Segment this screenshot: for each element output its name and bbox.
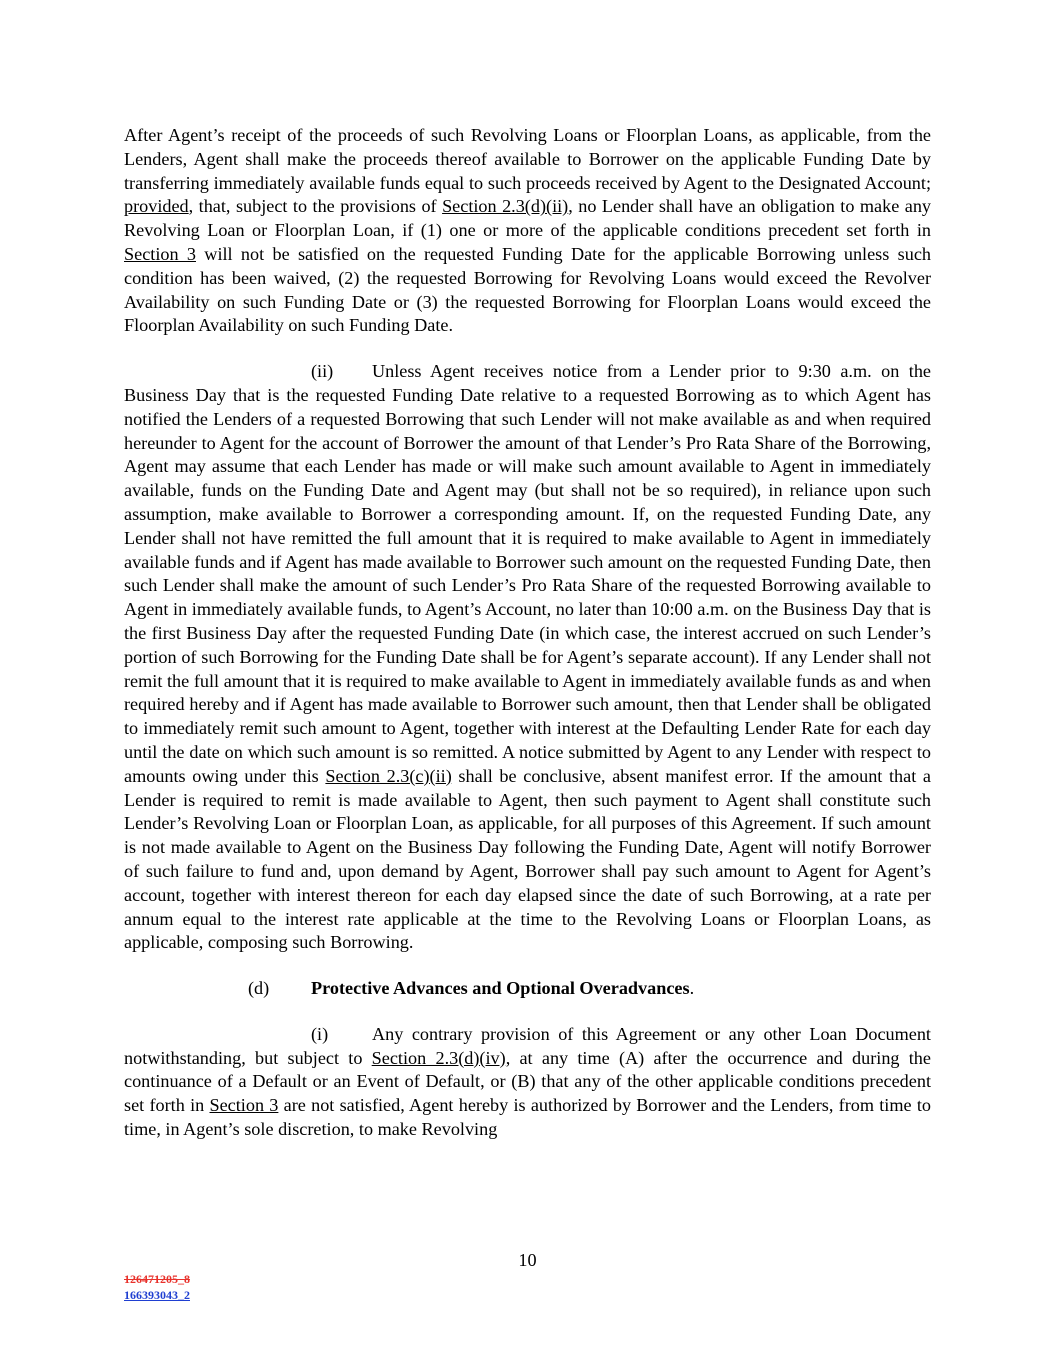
paragraph-text: are not satisfied, Agent hereby is authorized by Borrower and the Lenders, from time to time, in Agent’s sole discretion, to make Revolving [124, 1095, 931, 1140]
clause-number-d: (d) [248, 978, 270, 999]
section-reference-3: Section 3 [124, 243, 196, 264]
paragraph-text: , at any time (A) after the occurrence and during the continuance of a Default or an Event of Default, or (B) that any of the other applicable conditions precedent set forth in [124, 1047, 931, 1116]
paragraph-text: will not be satisfied on the requested Funding Date for the applicable Borrowing unless such condition has been waived, (2) the requested Borrowing for Revolving Loans would exceed the Revolver Availability on such Funding Date or (3) the requested Borrowing for Floorplan Loans would exceed the Floorplan Availability on such Funding Date. [124, 243, 931, 336]
paragraph-text: , that, subject to the provisions of [188, 196, 443, 217]
provided-term: provided [124, 196, 189, 217]
document-id-inserted: 166393043_2 [124, 1288, 190, 1302]
paragraph-text: , no Lender shall have an obligation to make any Revolving Loan or Floorplan Loan, if (1) one or more of the applicable conditions precedent set forth in [124, 196, 932, 241]
paragraph-ii-lender-notice [124, 360, 931, 955]
document-body [124, 124, 931, 1142]
clause-number-ii: (ii) [311, 361, 334, 382]
paragraph-text: Unless Agent receives notice from a Lender prior to 9:30 a.m. on the Business Day that is the requested Funding Date relative to a requested Borrowing as to which Agent has notified the Lenders of a requested Borrowing that such Lender will not make available as and when required hereunder to Agent for the account of Borrower the amount of that Lender’s Pro Rata Share of the Borrowing, Agent may assume that each Lender has made or will make such amount available to Agent in immediately available, funds on the Funding Date and Agent may (but shall not be so required), in reliance upon such assumption, make available to Borrower a corresponding amount. If, on the requested Funding Date, any Lender shall not have remitted the full amount that it is required to make available to Agent in immediately available funds and if Agent has made available to Borrower such amount on the requested Funding Date, then such Lender shall make the amount of such Lender’s Pro Rata Share of the requested Borrowing available to Agent in immediately available funds, to Agent’s Account, no later than 10:00 a.m. on the Business Day that is the first Business Day after the requested Funding Date (in which case, the interest accrued on such Lender’s portion of such Borrowing for the Funding Date shall be for Agent’s separate account). If any Lender shall not remit the full amount that it is required to make available to Agent in immediately available funds as and when required hereby and if Agent has made available to Borrower such amount, then that Lender shall be obligated to immediately remit such amount to Agent, together with interest at the Defaulting Lender Rate for each day until the date on which such amount is so remitted. A notice submitted by Agent to any Lender with respect to amounts owing under this [124, 361, 931, 786]
paragraph-text: shall be conclusive, absent manifest error. If the amount that a Lender is required to remit is made available to Agent, then such payment to Agent shall constitute such Lender’s Revolving Loan or Floorplan Loan, as applicable, for all purposes of this Agreement. If such amount is not made available to Agent on the Business Day following the Funding Date, Agent will notify Borrower of such failure to fund and, upon demand by Agent, Borrower shall pay such amount to Agent for Agent’s account, together with interest thereon for each day elapsed since the date of such Borrowing, at a rate per annum equal to the interest rate applicable at the time to the Revolving Loans or Floorplan Loans, as applicable, composing such Borrowing. [124, 765, 931, 953]
paragraph-i-protective-advances [124, 1023, 931, 1142]
clause-number-i: (i) [311, 1023, 329, 1044]
heading-title: Protective Advances and Optional Overadvances [311, 978, 690, 999]
paragraph-text: After Agent’s receipt of the proceeds of such Revolving Loans or Floorplan Loans, as applicable, from the Lenders, Agent shall make the proceeds thereof available to Borrower on the applicable Funding Date by transferring immediately available funds equal to such proceeds received by Agent to the Designated Account; [124, 125, 931, 193]
section-heading-d [124, 977, 931, 1001]
paragraph-funding-proceeds [124, 124, 931, 338]
section-reference-3: Section 3 [209, 1095, 279, 1116]
paragraph-text: Any contrary provision of this Agreement or any other Loan Document notwithstanding, but subject to [124, 1023, 931, 1068]
page-number: 10 [518, 1250, 537, 1270]
section-reference-2-3-d-iv: Section 2.3(d)(iv) [371, 1047, 506, 1068]
document-id-deleted: 126471205_8 [124, 1272, 190, 1286]
heading-period: . [689, 978, 695, 999]
section-reference-2-3-c-ii: Section 2.3(c)(ii) [325, 765, 452, 786]
section-reference-2-3-d-ii: Section 2.3(d)(ii) [442, 196, 569, 217]
